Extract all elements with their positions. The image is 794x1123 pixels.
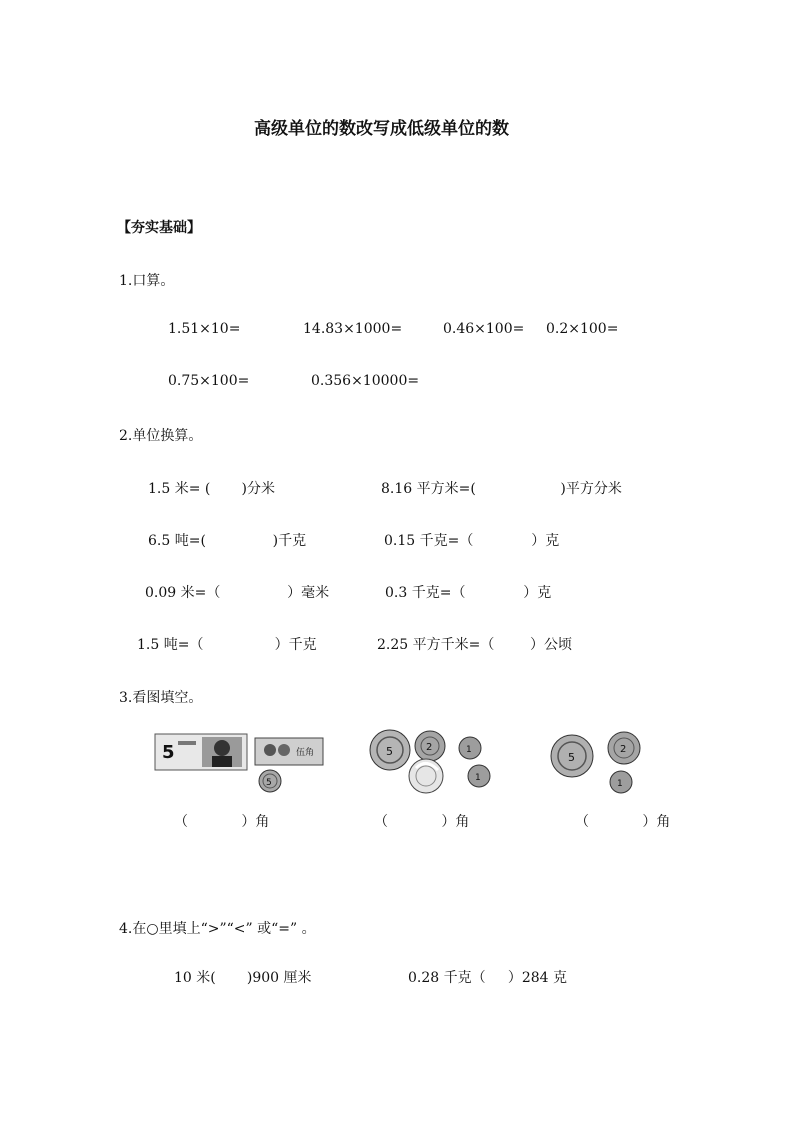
compare-item: 0.28 千克（ ）284 克: [408, 970, 568, 986]
conversion-item: 1.5 吨=（ ）千克: [137, 637, 317, 653]
coin-small: [468, 765, 490, 787]
page-title: 高级单位的数改写成低级单位的数: [254, 119, 509, 139]
coin-value: 5: [568, 751, 575, 764]
calc-item: 0.2×100=: [546, 321, 619, 337]
money-image-2: [366, 728, 501, 803]
coin: [259, 770, 281, 792]
coin-large: [551, 735, 593, 777]
conversion-item: 6.5 吨=( )千克: [148, 533, 307, 549]
calc-item: 0.75×100=: [168, 373, 250, 389]
calc-item: 14.83×1000=: [303, 321, 403, 337]
coin-medium: [608, 732, 640, 764]
banknote-five-jiao: [155, 734, 247, 770]
answer-blank-1: （ ）角: [174, 814, 270, 830]
question-2-heading: 2.单位换算。: [119, 428, 203, 444]
conversion-item: 0.09 米=（ ）毫米: [145, 585, 330, 601]
coin-value: 5: [266, 778, 272, 788]
coin-value: 2: [620, 744, 627, 755]
coin-medium: [415, 731, 445, 761]
question-3-heading: 3.看图填空。: [119, 690, 203, 706]
conversion-item: 2.25 平方千米=（ ）公顷: [377, 637, 572, 653]
coin-large: [370, 730, 410, 770]
conversion-item: 0.15 千克=（ ）克: [384, 533, 560, 549]
coin-shiny: [409, 759, 443, 793]
calc-item: 0.356×10000=: [311, 373, 420, 389]
calc-item: 1.51×10=: [168, 321, 241, 337]
money-image-3: [546, 730, 651, 800]
conversion-item: 8.16 平方米=( )平方分米: [381, 481, 622, 497]
answer-blank-3: （ ）角: [575, 814, 671, 830]
coin-small: [459, 737, 481, 759]
section-heading: 【夯实基础】: [117, 220, 201, 236]
money-image-1: [150, 728, 330, 798]
conversion-item: 0.3 千克=（ ）克: [385, 585, 552, 601]
coin-small: [610, 771, 632, 793]
banknote-label: 伍角: [296, 748, 315, 758]
conversion-item: 1.5 米= ( )分米: [148, 481, 275, 497]
coin-value: 5: [386, 745, 393, 758]
compare-item: 10 米( )900 厘米: [174, 970, 312, 986]
calc-item: 0.46×100=: [443, 321, 525, 337]
question-1-heading: 1.口算。: [119, 273, 175, 289]
question-4-heading: 4.在○里填上“>”“<” 或“=” 。: [119, 921, 316, 937]
coin-value: 1: [617, 779, 623, 789]
answer-blank-2: （ ）角: [374, 814, 470, 830]
coin-value: 2: [426, 742, 433, 753]
coin-value: 1: [466, 745, 472, 755]
banknote-small: [255, 738, 323, 765]
banknote-denomination: 5: [162, 742, 175, 763]
coin-value: 1: [475, 773, 481, 783]
